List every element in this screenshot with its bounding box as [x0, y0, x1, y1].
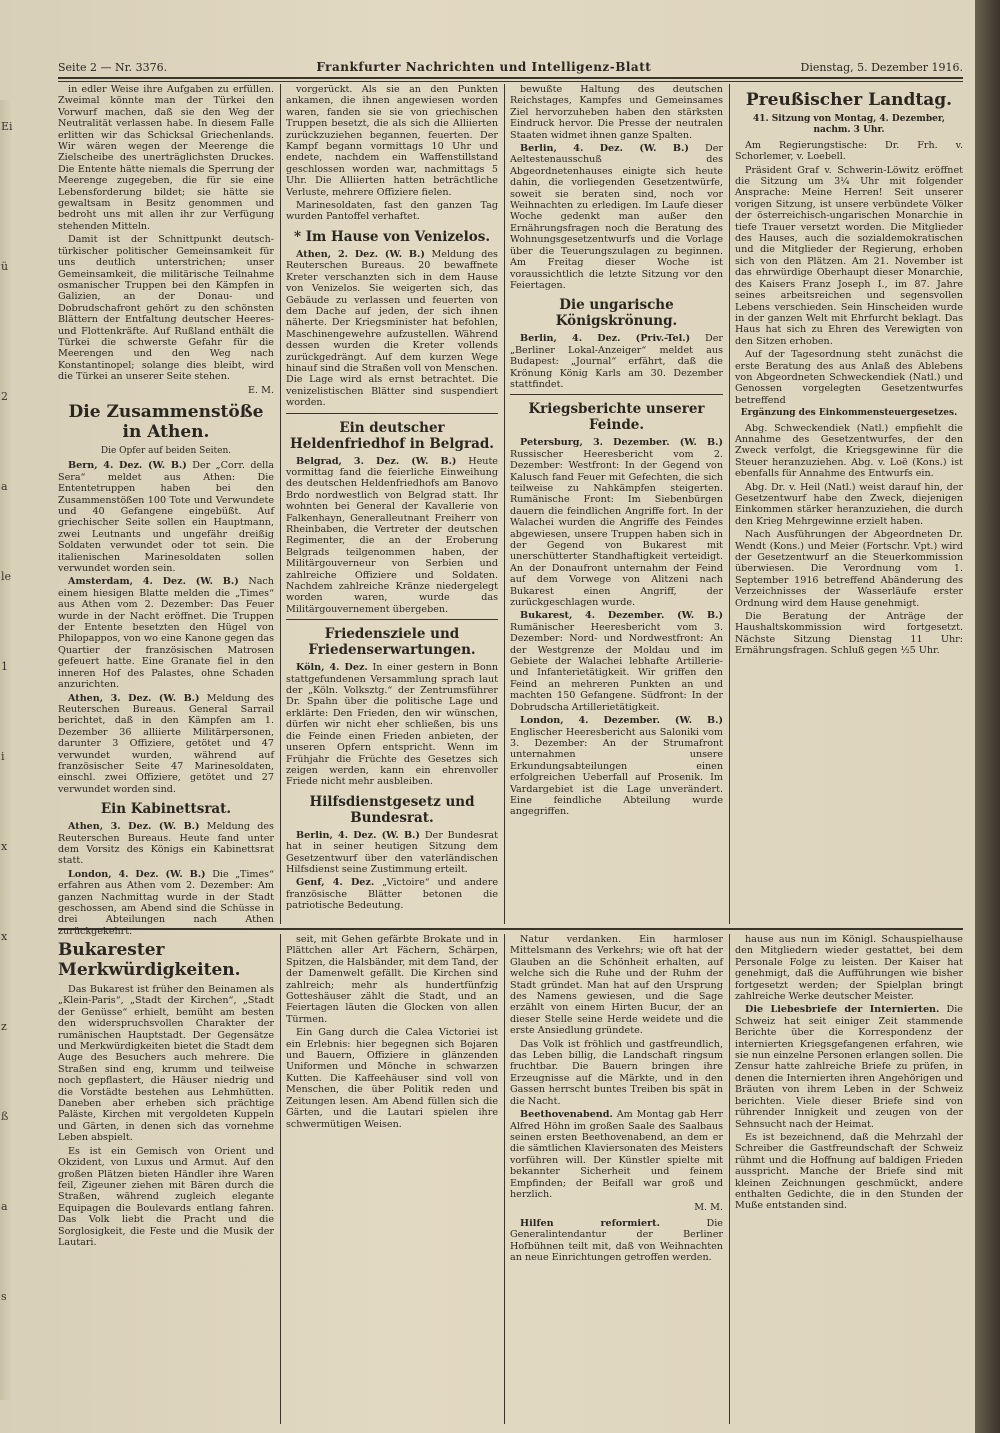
column-1 — [58, 84, 274, 937]
paragraph: seit, mit Gehen gefärbte Brokate und in Plättchen aller Art Fächern, Schärpen, Spitzen, die Halsbänder, mit dem Tand, der der Damenwelt gefällt. Die Kirchen sind zahlreich; mehr als hundertfünfzig Gotteshäuser zählt die Stadt, und an Feiertagen läuten die Glocken von allen Türmen. — [286, 934, 498, 1025]
paragraph: Meldung des Reuterschen Bureaus. 20 bewaffnete Kreter verschanzten sich in dem Hause von Venizelos. Sie weigerten sich, das Gebäude zu verlassen und feuerten von dem Dache auf jeden, der sich ihnen näherte. Der Kriegsminister hat befohlen, Maschinengewehre aufzustellen. Während dessen wurden die Kreter vollends zurückgedrängt. Auf dem kurzen Wege hinauf sind die Straßen voll von Menschen. Die Lage wird als ernst betrachtet. Die venizelistischen Blätter sind suspendiert worden. — [286, 248, 498, 409]
dateline: Genf, 4. Dez. — [296, 877, 375, 889]
paragraph: Abg. Schweckendiek (Natl.) empfiehlt die Annahme des Gesetzentwurfes, der den Zweck verfolgt, die Kriegsgewinne für die Steuer heranzuziehen. Abg. v. Loë (Kons.) ist ebenfalls für Annahme des Entwurfs ein. — [735, 422, 963, 480]
bottom-column-1 — [58, 934, 274, 1424]
dateline: Köln, 4. Dez. — [296, 662, 368, 674]
paragraph: Präsident Graf v. Schwerin-Löwitz eröffnet die Sitzung um 3¼ Uhr mit folgender Ansprache: Meine Herren! Seit unserer vorigen Sitzung, ist unsere verbündete Völker der österreichisch-ungarischen Monarchie in tiefe Trauer versetzt worden. Die Mitglieder des Hauses, auch die sozialdemokratischen und die Mitglieder der Regierung, erhoben sich von den Plätzen. Am 21. November ist das ehrwürdige Oberhaupt dieser Monarchie, des Kaisers Franz Joseph I., im 87. Jahre seines arbeitsreichen und segensvollen Lebens verschieden. Sein Hinscheiden wurde in der ganzen Welt mit Ehrfurcht beklagt. Das Haus hat sich zu Ehren des Verewigten von den Sitzen erhoben. — [735, 164, 963, 347]
feuilleton-heading: Bukarester Merkwürdigkeiten. — [58, 940, 241, 980]
column-3 — [510, 84, 723, 924]
edge-fragment: le — [1, 570, 12, 583]
article-heading: Ein deutscher Heldenfriedhof in Belgrad. — [290, 419, 494, 452]
masthead-rule-thin — [58, 81, 963, 82]
article-heading: Beethovenabend. — [520, 1109, 613, 1121]
masthead-rule — [58, 77, 963, 79]
signature: M. M. — [694, 1202, 723, 1214]
paragraph: Auf der Tagesordnung steht zunächst die erste Beratung des aus Anlaß des Ablebens von Abgeordneten Schweckendiek (Natl.) und Genossen vorgelegten Gesetzentwurfes betreffend — [735, 349, 963, 406]
article-separator — [286, 619, 498, 620]
paragraph: Die „Times“ erfahren aus Athen vom 2. Dezember: Am ganzen Nachmittag wurde in der Stadt geschossen, am Abend sind die Schüsse in drei Abteilungen nach Athen zurückgekehrt. — [58, 868, 274, 937]
paragraph: Rumänischer Heeresbericht vom 3. Dezember: Nord- und Nordwestfront: An der Westgrenze der Moldau und im Gebiete der Walachei lebhafte Artillerie- und Infanterietätigkeit. Wir griffen den Feind an mehreren Punkten an und machten 150 Gefangene. Südfront: In der Dobrudscha Artillerietätigkeit. — [510, 621, 723, 713]
edge-fragment: 2 — [1, 390, 8, 403]
paragraph: Meldung des Reuterschen Bureaus. General Sarrail berichtet, daß in den Kämpfen am 1. Dezember 36 alliierte Militärpersonen, darunter 3 Offiziere, getötet und 47 verwundet wurden, während auf französischer Seite 47 Marinesoldaten, einschl. zwei Offiziere, getötet und 27 verwundet worden sind. — [58, 692, 274, 795]
right-page-edge — [975, 0, 1000, 1433]
paragraph: Natur verdanken. Ein harmloser Mittelsmann des Verkehrs; wie oft hat der Glauben an die Schönheit erhalten, auf welche sich die Ruhe und der Ruhm der Stadt gründet. Man hat auf den Ursprung des Namens gewiesen, und die Sage erzählt von einem Hirten Bucur, der an dieser Stelle seine Herde weidete und die erste Ansiedlung gründete. — [510, 934, 723, 1037]
edge-fragment: x — [1, 840, 8, 853]
article-heading: Hilfen reformiert. — [520, 1217, 660, 1229]
column-4 — [735, 84, 963, 924]
article-heading: Hilfsdienstgesetz und Bundesrat. — [309, 793, 475, 826]
newspaper-title: Frankfurter Nachrichten und Intelligenz-Blatt — [316, 60, 652, 74]
paragraph: Nach einem hiesigen Blatte melden die „Times“ aus Athen vom 2. Dezember: Das Feuer wurde in der Nacht eröffnet. Die Truppen der Entente besetzten den Hügel von Philopappos, von wo eine Kanone gegen das Quartier der französischen Matrosen gefeuert hatte. Eine Granate fiel in den inneren Hof des Palastes, ohne Schaden anzurichten. — [58, 576, 274, 691]
paragraph: Damit ist der Schnittpunkt deutsch-türkischer politischer Gemeinsamkeit für uns deutlich unterstrichen; unser Gemeinsamkeit, die militärische Teilnahme osmanischer Truppen bei den Kämpfen in Galizien, an der Donau- und Dobrudschafront gehört zu den schönsten Blättern der Entfaltung deutscher Heeres- und Flottenkräfte. Auf Rußland enthält die Türkei die schwerste Gefahr für die Meerengen und den Weg nach Konstantinopel; solange dies bleibt, wird die Türkei an unserer Seite stehen. — [58, 234, 274, 383]
edge-fragment: s — [1, 1290, 7, 1303]
article-heading: Die Liebesbriefe der Internierten. — [745, 1004, 940, 1016]
dateline: Bukarest, 4. Dezember. (W. B.) — [520, 610, 723, 622]
paragraph: Am Montag gab Herr Alfred Höhn im großen Saale des Saalbaus seinen ersten Beethovenabend, an dem er die sämtlichen Klaviersonaten des Meisters vorführen will. Der Künstler spielte mit bekannter Sicherheit und feinem Empfinden; der Beifall war groß und herzlich. — [510, 1109, 723, 1200]
paragraph: Nach Ausführungen der Abgeordneten Dr. Wendt (Kons.) und Meier (Fortschr. Vpt.) wird der Gesetzentwurf an die Steuerkommission überwiesen. Die Verordnung vom 1. September 1916 betreffend Abänderung des Verzeichnisses der Wasserläufe erster Ordnung wird dem Hause genehmigt. — [735, 529, 963, 609]
paragraph: vorgerückt. Als sie an den Punkten ankamen, die ihnen angewiesen worden waren, fanden sie sie von griechischen Truppen besetzt, die als sich die Alliierten zurückzuziehen begannen, feuerten. Der Kampf begann vormittags 10 Uhr und endete, nachdem ein Waffenstillstand geschlossen worden war, nachmittags 5 Uhr. Die Alliierten hatten beträchtliche Verluste, mehrere Offiziere fielen. — [286, 84, 498, 198]
edge-fragment: z — [1, 1020, 7, 1033]
article-heading: Ein Kabinettsrat. — [100, 801, 232, 818]
dateline: Berlin, 4. Dez. (W. B.) — [520, 143, 689, 155]
paragraph: Es ist bezeichnend, daß die Mehrzahl der Schreiber die Gastfreundschaft der Schweiz rühmt und die Hoffnung auf baldigen Frieden ausspricht. Manche der Briefe sind mit kleinen Zeichnungen geschmückt, andere enthalten Gedichte, die in den Stunden der Muße entstanden sind. — [735, 1131, 963, 1212]
paragraph: Der „Berliner Lokal-Anzeiger“ meldet aus Budapest: „Journal“ erfährt, daß die Krönung König Karls am 30. Dezember stattfindet. — [510, 333, 723, 390]
dateline: Athen, 2. Dez. (W. B.) — [296, 248, 425, 260]
issue-date: Dienstag, 5. Dezember 1916. — [800, 60, 963, 74]
paragraph: Die Schweiz hat seit einiger Zeit stammende Berichte über die Korrespondenz der internierten Kriegsgefangenen erfahren, wie sie nun einzelne Personen erlangen sollen. Die Zensur hatte zahlreiche Briefe zu prüfen, in denen die Internierten ihren Angehörigen und Bräuten von ihrem Leben in der Schweiz berichten. Viele dieser Briefe sind von rührender Innigkeit und zeugen von der Sehnsucht nach der Heimat. — [735, 1004, 963, 1130]
edge-fragment: a — [1, 480, 8, 493]
bottom-column-3 — [510, 934, 723, 1424]
edge-fragment: i — [1, 750, 5, 763]
article-separator — [286, 413, 498, 414]
paragraph: hause aus nun im Königl. Schauspielhause den Mitgliedern wieder gestattet, bei dem Personale Folge zu leisten. Der Kaiser hat genehmigt, daß die Aufführungen wie bisher fortgesetzt werden; der Spielplan bringt zahlreiche Werke deutscher Meister. — [735, 934, 963, 1003]
dateline: London, 4. Dezember. (W. B.) — [520, 715, 723, 727]
masthead — [58, 58, 963, 76]
paragraph: Die Generalintendantur der Berliner Hofbühnen teilt mit, daß von Weihnachten an neue Einrichtungen getroffen werden. — [510, 1217, 723, 1263]
bottom-column-4 — [735, 934, 963, 1424]
paragraph: „Victoire“ und andere französische Blätter betonen die patriotische Bedeutung. — [286, 877, 498, 912]
agenda-item-heading: Ergänzung des Einkommensteuergesetzes. — [740, 408, 958, 419]
edge-fragment: a — [1, 1200, 8, 1213]
paragraph: in edler Weise ihre Aufgaben zu erfüllen. Zweimal könnte man der Türkei den Vorwurf machen, daß sie den Weg der Neutralität verlassen habe. In diesem Falle erlitten wir das Schicksal Griechenlands. Wir wären wegen der Meerenge die Zielscheibe des unerträglichsten Druckes. Die Entente hätte niemals die Sperrung der Meerenge zugegeben, die für sie eine Lebensforderung bildet; sie hätte sie gewaltsam in Besitz genommen und bedroht uns mit allen ihr zur Verfügung stehenden Mitteln. — [58, 84, 274, 232]
article-heading: Friedensziele und Friedenserwartungen. — [308, 626, 476, 659]
article-heading: Die Zusammenstöße in Athen. — [68, 401, 264, 442]
edge-fragment: x — [1, 930, 8, 943]
paragraph: Englischer Heeresbericht aus Saloniki vom 3. Dezember: An der Strumafront unternahmen unsere Erkundungsabteilungen einen erfolgreichen Ueberfall auf Prosenik. Im Vardargebiet ist die Lage unverändert. Eine feindliche Abteilung wurde angegriffen. — [510, 726, 723, 818]
paragraph: Meldung des Reuterschen Bureaus. Heute fand unter dem Vorsitz des Königs ein Kabinettsrat statt. — [58, 821, 274, 867]
paragraph: Abg. Dr. v. Heil (Natl.) weist darauf hin, der Gesetzentwurf habe den Zweck, diejenigen Einkommen stärker heranzuziehen, die durch den Krieg Mehrgewinne erzielt haben. — [735, 481, 963, 527]
article-heading: Preußischer Landtag. — [745, 90, 953, 110]
paragraph: In einer gestern in Bonn stattgefundenen Versammlung sprach laut der „Köln. Volksztg.“ der Zentrumsführer Dr. Spahn über die politische Lage und erklärte: Den Frieden, den wir wünschen, dürfen wir nicht eher schließen, bis uns die Feinde einen Frieden anbieten, der unseren Opfern entspricht. Wenn im Frühjahr die Früchte des Gesetzes sich zeigen werden, kann ein ehrenvoller Friede nicht mehr ausbleiben. — [286, 662, 498, 788]
column-divider — [280, 934, 281, 1424]
dateline: Petersburg, 3. Dezember. (W. B.) — [520, 437, 723, 449]
dateline: Berlin, 4. Dez. (Priv.-Tel.) — [520, 333, 691, 345]
paragraph: Ein Gang durch die Calea Victoriei ist ein Erlebnis: hier begegnen sich Bojaren und Bauern, Offiziere in glänzenden Uniformen und Mönche in schwarzen Kutten. Die Kaffeehäuser sind voll von Menschen, die über Politik reden und Zeitungen lesen. Am Abend füllen sich die Gärten, und die Lautari spielen ihre schwermütigen Weisen. — [286, 1027, 498, 1130]
column-divider — [280, 84, 281, 924]
signature: E. M. — [248, 384, 274, 396]
paragraph: Das Volk ist fröhlich und gastfreundlich, das Leben billig, die Landschaft ringsum fruchtbar. Die Bauern bringen ihre Erzeugnisse auf die Märkte, und in den Gassen herrscht buntes Treiben bis spät in die Nacht. — [510, 1038, 723, 1107]
article-separator — [510, 394, 723, 395]
column-2 — [286, 84, 498, 924]
paragraph: bewußte Haltung des deutschen Reichstages, Kampfes und Gemeinsames Ziel hervorzuheben haben den stärksten Eindruck hervor. Die Presse der neutralen Staaten widmet ihnen ganze Spalten. — [510, 84, 723, 141]
paragraph: Russischer Heeresbericht vom 2. Dezember: Westfront: In der Gegend von Kalusch fand Feuer mit Gefechten, die sich teilweise zu Nahkämpfen steigerten. Rumänische Front: Im Siebenbürgen dauern die feindlichen Angriffe fort. In der Walachei wurden die Angriffe des Feindes abgewiesen, unsere Truppen haben sich in der Gegend von Bukarest mit unerschütterter Standhaftigkeit verteidigt. An der Donaufront unternahm der Feind auf dem Vorwege von Alitzeni nach Bukarest einen Angriff, der zurückgeschlagen wurde. — [510, 448, 723, 609]
column-divider — [504, 934, 505, 1424]
session-line: 41. Sitzung von Montag, 4. Dezember, nachm. 3 Uhr. — [752, 114, 946, 136]
column-divider — [729, 84, 730, 924]
dateline: Berlin, 4. Dez. (W. B.) — [296, 829, 420, 841]
paragraph: Am Regierungstische: Dr. Frh. v. Schorlemer, v. Loebell. — [735, 139, 963, 163]
article-heading: * Im Hause von Venizelos. — [293, 228, 491, 245]
left-page-edge — [0, 100, 14, 1400]
bottom-column-2 — [286, 934, 498, 1424]
edge-fragment: 1 — [1, 660, 8, 673]
article-subheading: Die Opfer auf beiden Seiten. — [100, 445, 232, 456]
column-divider — [504, 84, 505, 924]
dateline: London, 4. Dez. (W. B.) — [68, 868, 206, 880]
edge-fragment: ß — [1, 1110, 9, 1123]
paragraph: Das Bukarest ist früher den Beinamen als „Klein-Paris“, „Stadt der Kirchen“, „Stadt der Genüsse“ erhielt, bemüht am besten den widerspruchsvollen Charakter der rumänischen Hauptstadt. Der Gegensätze und Merkwürdigkeiten bietet die Stadt dem Auge des Besuchers auch mehrere. Die Straßen sind eng, krumm und teilweise noch gepflastert, die Häuser niedrig und die Vorstädte bestehen aus Lehmhütten. Daneben aber erheben sich prächtige Paläste, Kirchen mit vergoldeten Kuppeln und Gärten, in denen sich das vornehme Leben abspielt. — [58, 984, 274, 1144]
edge-fragment: Ei — [1, 120, 13, 133]
paragraph: Der Bundesrat hat in seiner heutigen Sitzung dem Gesetzentwurf über den vaterländischen Hilfsdienst seine Zustimmung erteilt. — [286, 829, 498, 875]
dateline: Bern, 4. Dez. (W. B.) — [68, 460, 187, 472]
paragraph: Marinesoldaten, fast den ganzen Tag wurden Pantoffel verhaftet. — [286, 200, 498, 223]
dateline: Belgrad, 3. Dez. (W. B.) — [296, 455, 457, 467]
dateline: Athen, 3. Dez. (W. B.) — [68, 821, 200, 833]
dateline: Athen, 3. Dez. (W. B.) — [68, 692, 200, 704]
dateline: Amsterdam, 4. Dez. (W. B.) — [68, 576, 239, 588]
page-number: Seite 2 — Nr. 3376. — [58, 60, 168, 74]
edge-fragment: ü — [1, 260, 9, 273]
paragraph: Die Beratung der Anträge der Haushaltskommission wird fortgesetzt. Nächste Sitzung Dienstag 11 Uhr: Ernährungsfragen. Schluß gegen ½5 Uhr. — [735, 611, 963, 657]
paragraph: Der Aeltestenausschuß des Abgeordnetenhauses einigte sich heute dahin, die vorliegenden Gesetzentwürfe, soweit sie beraten sind, noch vor Weihnachten zu erledigen. Im Laufe dieser Woche gedenkt man außer den Ernährungsfragen noch die Beratung des Wohnungsgesetzentwurfs und die Vorlage über die Teuerungszulagen zu beginnen. Am Freitag dieser Woche ist voraussichtlich die letzte Sitzung vor den Feiertagen. — [510, 143, 723, 291]
article-heading: Kriegsberichte unserer Feinde. — [528, 401, 705, 434]
column-divider — [729, 934, 730, 1424]
paragraph: Heute vormittag fand die feierliche Einweihung des deutschen Heldenfriedhofs am Banovo Brdo nordwestlich von Belgrad statt. Ihr wohnten bei General der Kavallerie von Falkenhayn, Generalleutnant Freiherr von Rheinbaben, die Vertreter der deutschen Regimenter, die an der Eroberung Belgrads teilgenommen haben, der Militärgouverneur von Serbien und zahlreiche Offiziere und Soldaten. Nachdem zahlreiche Kränze niedergelegt worden waren, wurde das Militärgouvernement übergeben. — [286, 455, 498, 615]
article-heading: Die ungarische Königskrönung. — [555, 297, 678, 330]
paragraph: Es ist ein Gemisch von Orient und Okzident, von Luxus und Armut. Auf den großen Plätzen bieten Händler ihre Waren feil, Zigeuner ziehen mit Bären durch die Straßen, während zugleich elegante Equipagen die Boulevards entlang fahren. Das Volk liebt die Pracht und die Sorglosigkeit, die Feste und die Musik der Lautari. — [58, 1145, 274, 1248]
paragraph: Der „Corr. della Sera“ meldet aus Athen: Die Ententetruppen haben bei den Zusammenstößen 100 Tote und Verwundete und 40 Gefangene eingebüßt. Auf griechischer Seite sollen ein Hauptmann, zwei Leutnants und ungefähr dreißig Soldaten verwundet oder tot sein. Die italienischen Marinesoldaten sollen verwundet worden sein. — [58, 460, 274, 575]
